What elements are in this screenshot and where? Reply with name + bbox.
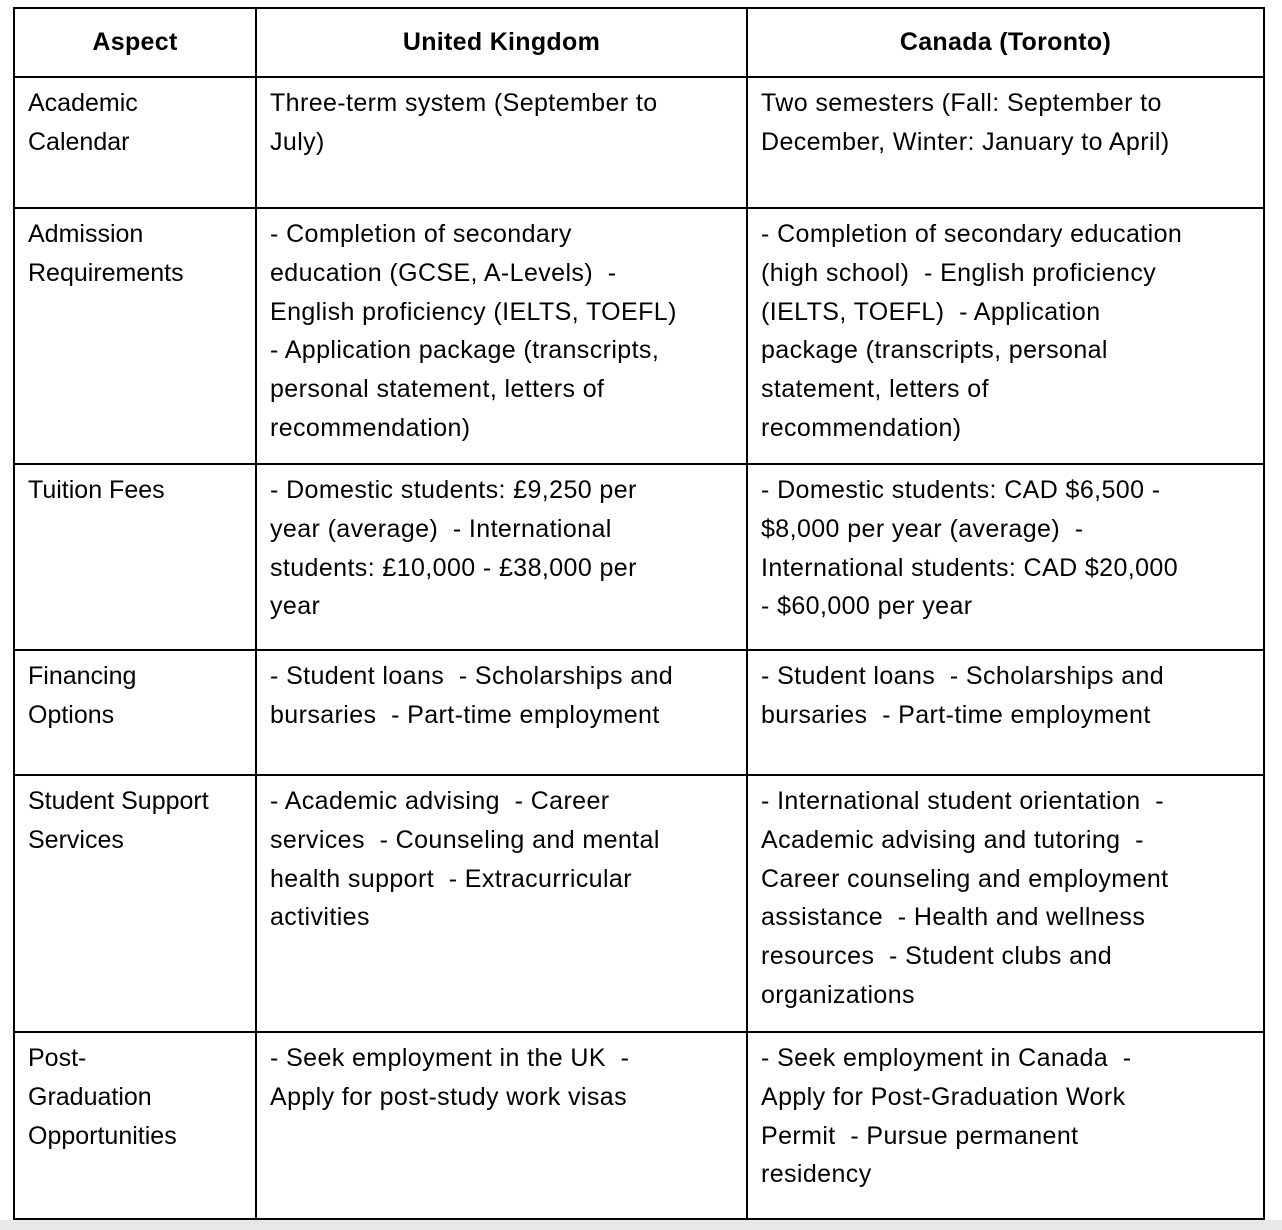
canada-value: - Student loans - Scholarships and bursaries - Part-time employment [761,662,1172,729]
header-canada-toronto: Canada (Toronto) [747,8,1264,77]
uk-cell [256,208,747,464]
header-aspect: Aspect [14,8,256,77]
canada-cell [747,775,1264,1032]
uk-cell [256,775,747,1032]
aspect-label: Post-Graduation Opportunities [28,1044,177,1150]
table-row-tuition-fees [14,464,1264,650]
canada-cell [747,208,1264,464]
aspect-label: Tuition Fees [28,476,165,504]
uk-cell [256,77,747,208]
table-row-academic-calendar [14,77,1264,208]
aspect-cell [14,77,256,208]
uk-value: - Academic advising - Career services - Counseling and mental health support - Extracurricular activities [270,787,668,932]
canada-value: - Completion of secondary education (high school) - English proficiency (IELTS, TOEFL) - Application package (transcripts, personal statement, letters of recommendation) [761,220,1190,442]
aspect-label: Financing Options [28,662,144,729]
aspect-label: Admission Requirements [28,220,184,287]
uk-cell [256,650,747,775]
aspect-label: Academic Calendar [28,89,145,156]
header-row [14,8,1264,77]
canada-cell [747,464,1264,650]
aspect-label: Student Support Services [28,787,216,854]
canada-value: - Seek employment in Canada - Apply for Post-Graduation Work Permit - Pursue permanent residency [761,1044,1138,1189]
page-background-strip [0,1220,1282,1230]
uk-value: Three-term system (September to July) [270,89,665,156]
uk-cell [256,1032,747,1219]
uk-cell [256,464,747,650]
uk-value: - Domestic students: £9,250 per year (average) - International students: £10,000 - £38,000 per year [270,476,645,621]
header-united-kingdom: United Kingdom [256,8,747,77]
aspect-cell [14,464,256,650]
table-row-student-support-services [14,775,1264,1032]
table-row-financing-options [14,650,1264,775]
canada-cell [747,650,1264,775]
aspect-cell [14,1032,256,1219]
aspect-cell [14,775,256,1032]
table-row-post-graduation-opportunities [14,1032,1264,1219]
aspect-cell [14,650,256,775]
canada-value: - International student orientation - Academic advising and tutoring - Career counseling and employment assistance - Health and wellness resources - Student clubs and organizations [761,787,1176,1009]
uk-value: - Completion of secondary education (GCSE, A-Levels) - English proficiency (IELTS, TOEFL) - Application package (transcripts, personal statement, letters of recommendation) [270,220,692,442]
canada-value: Two semesters (Fall: September to December, Winter: January to April) [761,89,1170,156]
canada-cell [747,77,1264,208]
aspect-cell [14,208,256,464]
canada-value: - Domestic students: CAD $6,500 - $8,000 per year (average) - International students: CAD $20,000 - $60,000 per year [761,476,1186,621]
comparison-table [13,7,1265,1220]
canada-cell [747,1032,1264,1219]
uk-value: - Seek employment in the UK - Apply for post-study work visas [270,1044,636,1111]
table-row-admission-requirements [14,208,1264,464]
uk-value: - Student loans - Scholarships and bursaries - Part-time employment [270,662,681,729]
